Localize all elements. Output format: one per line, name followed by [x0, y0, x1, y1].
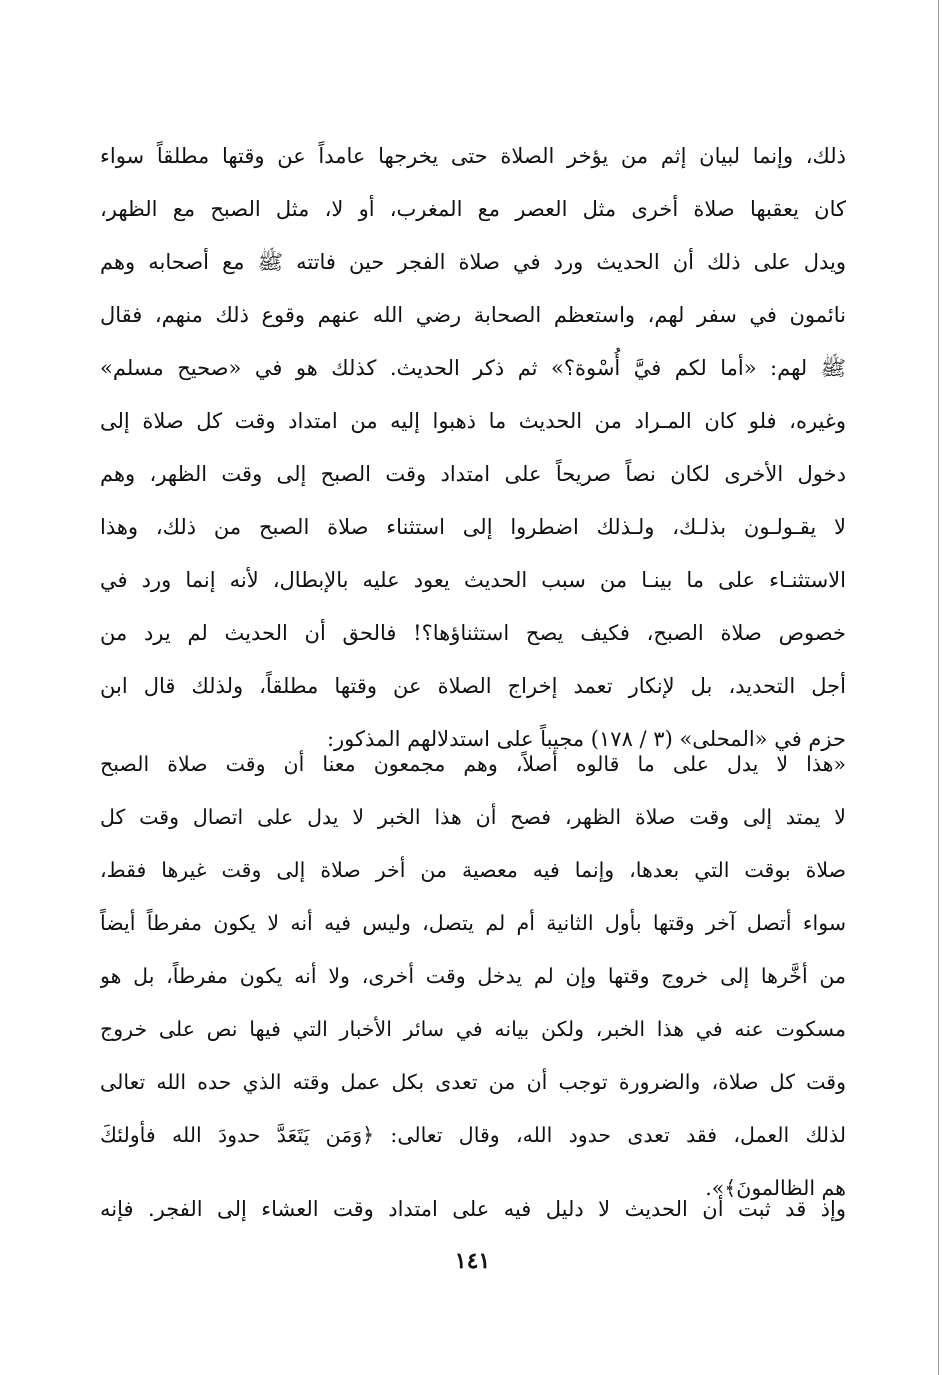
text-line: نائمون في سفر لهم، واستعظم الصحابة رضي الله عنهم وقوع ذلك منهم، فقال	[100, 303, 846, 327]
text-line: صلاة بوقت التي بعدها، وإنما فيه معصية من أخر صلاة إلى وقت غيرها فقط،	[100, 858, 846, 882]
text-line: دخول الأخرى لكان نصاً صريحاً على امتداد وقت الصبح إلى وقت الظهر، وهم	[100, 462, 846, 486]
text-line: كان يعقبها صلاة أخرى مثل العصر مع المغرب، أو لا، مثل الصبح مع الظهر،	[100, 197, 846, 221]
paragraph-1	[100, 130, 846, 766]
text-line: وقت كل صلاة، والضرورة توجب أن من تعدى بكل عمل وقته الذي حده الله تعالى	[100, 1070, 846, 1094]
quotation-block	[100, 738, 846, 1215]
text-line: أجل التحديد، بل لإنكار تعمد إخراج الصلاة عن وقتها مطلقاً، ولذلك قال ابن	[100, 674, 846, 698]
text-line: لا يقـولـون بذلـك، ولـذلك اضطروا إلى استثناء صلاة الصبح من ذلك، وهذا	[100, 515, 846, 539]
page-number: ١٤١	[454, 1248, 491, 1274]
text-line: سواء أتصل آخر وقتها بأول الثانية أم لم يتصل، وليس فيه أنه لا يكون مفرطاً أيضاً	[100, 911, 846, 935]
text-line: خصوص صلاة الصبح، فكيف يصح استثناؤها؟! فالحق أن الحديث لم يرد من	[100, 621, 846, 645]
text-line: وإذ قد ثبت أن الحديث لا دليل فيه على امتداد وقت العشاء إلى الفجر. فإنه	[100, 1197, 846, 1221]
paragraph-2	[100, 1183, 846, 1236]
text-line: ذلك، وإنما لبيان إثم من يؤخر الصلاة حتى يخرجها عامداً عن وقتها مطلقاً سواء	[100, 144, 846, 168]
text-line: ﷺ لهم: «أما لكم فيَّ أُسْوة؟» ثم ذكر الحديث. كذلك هو في «صحيح مسلم»	[100, 356, 846, 380]
text-line: هم الظالمونَ﴾».	[705, 1176, 846, 1200]
text-line: من أخَّرها إلى خروج وقتها وإن لم يدخل وقت أخرى، ولا أنه يكون مفرطاً، بل هو	[100, 964, 846, 988]
text-line: الاستثنـاء على ما بينـا من سبب الحديث يعود عليه بالإبطال، لأنه إنما ورد في	[100, 568, 846, 592]
text-line: «هذا لا يدل على ما قالوه أصلاً، وهم مجمعون معنا أن وقت صلاة الصبح	[100, 752, 846, 776]
text-line: مسكوت عنه في هذا الخبر، ولكن بيانه في سائر الأخبار التي فيها نص على خروج	[100, 1017, 846, 1041]
text-line: وغيره، فلو كان المـراد من الحديث ما ذهبوا إليه من امتداد وقت كل صلاة إلى	[100, 409, 846, 433]
text-line: لذلك العمل، فقد تعدى حدود الله، وقال تعالى: ﴿وَمَن يَتَعَدَّ حدودَ الله فأولئكَ	[100, 1123, 846, 1147]
page-edge-line	[938, 0, 939, 1375]
text-line: حزم في «المحلى» (٣ / ١٧٨) مجيباً على استدلالهم المذكور:	[326, 727, 846, 751]
text-line: لا يمتد إلى وقت صلاة الظهر، فصح أن هذا الخبر لا يدل على اتصال وقت كل	[100, 805, 846, 829]
text-line: ويدل على ذلك أن الحديث ورد في صلاة الفجر حين فاتته ﷺ مع أصحابه وهم	[100, 250, 846, 274]
